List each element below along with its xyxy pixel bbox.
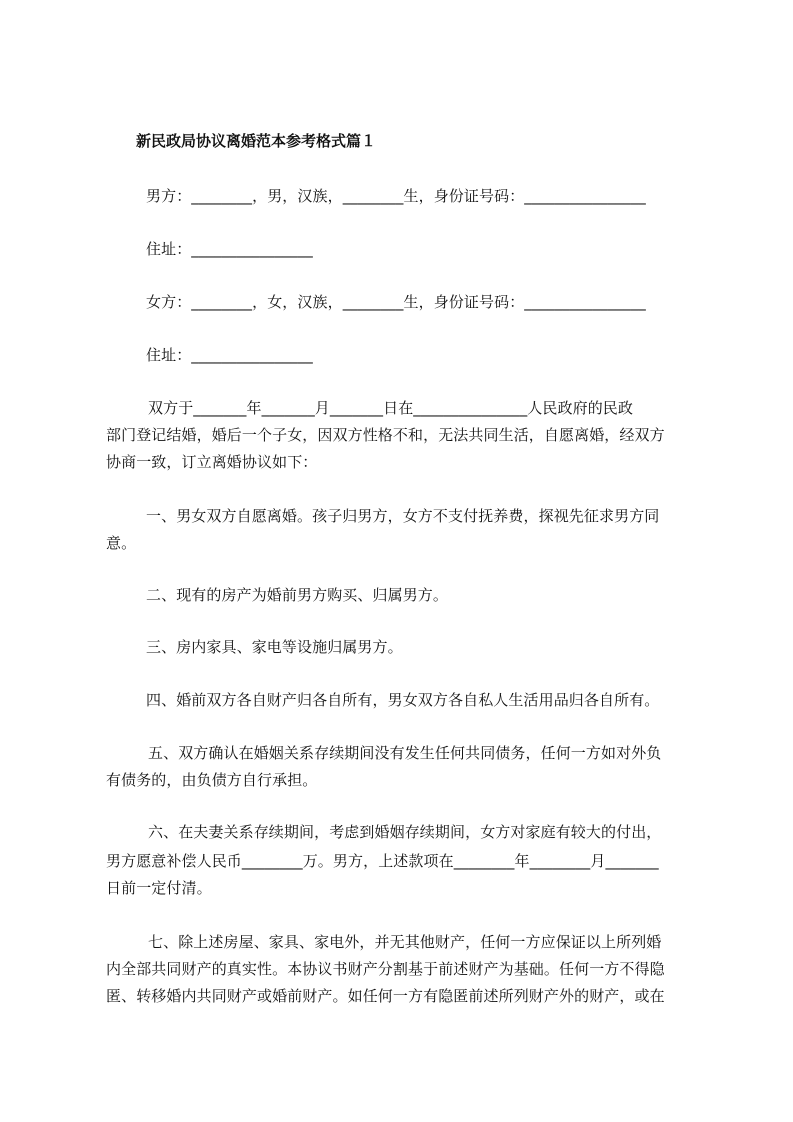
husband-address-line: 住址：________________ bbox=[146, 240, 313, 258]
paragraph-intro-line-1: 双方于_______年_______月_______日在_______________人民政府的民政 bbox=[148, 399, 634, 417]
clause-2-line: 二、现有的房产为婚前男方购买、归属男方。 bbox=[146, 586, 449, 604]
wife-address-line: 住址：________________ bbox=[146, 346, 313, 364]
clause-7-line-2: 内全部共同财产的真实性。本协议书财产分割基于前述财产为基础。任何一方不得隐 bbox=[106, 960, 665, 978]
clause-7-line-1: 七、除上述房屋、家具、家电外，并无其他财产，任何一方应保证以上所列婚 bbox=[148, 933, 662, 951]
clause-5-line-2: 有债务的，由负债方自行承担。 bbox=[106, 771, 318, 789]
paragraph-intro-line-2: 部门登记结婚，婚后一个子女，因双方性格不和，无法共同生活，自愿离婚，经双方 bbox=[106, 426, 665, 444]
wife-info-line: 女方：________，女，汉族，________生，身份证号码：________________ bbox=[146, 293, 646, 311]
clause-6-line-3: 日前一定付清。 bbox=[106, 879, 212, 897]
document-title: 新民政局协议离婚范本参考格式篇１ bbox=[136, 132, 377, 150]
husband-info-line: 男方：________，男，汉族，________生，身份证号码：________________ bbox=[146, 187, 646, 205]
clause-1-line-2: 意。 bbox=[106, 534, 137, 552]
clause-6-line-1: 六、在夫妻关系存续期间，考虑到婚姻存续期间，女方对家庭有较大的付出， bbox=[148, 823, 662, 841]
clause-4-line: 四、婚前双方各自财产归各自所有，男女双方各自私人生活用品归各自所有。 bbox=[146, 691, 660, 709]
clause-3-line: 三、房内家具、家电等设施归属男方。 bbox=[146, 638, 403, 656]
clause-6-line-2: 男方愿意补偿人民币________万。男方，上述款项在________年________月_______ bbox=[106, 852, 659, 870]
clause-5-line-1: 五、双方确认在婚姻关系存续期间没有发生任何共同债务，任何一方如对外负 bbox=[148, 744, 662, 762]
paragraph-intro-line-3: 协商一致，订立离婚协议如下： bbox=[106, 453, 318, 471]
clause-7-line-3: 匿、转移婚内共同财产或婚前财产。如任何一方有隐匿前述所列财产外的财产，或在 bbox=[106, 987, 665, 1005]
clause-1-line-1: 一、男女双方自愿离婚。孩子归男方，女方不支付抚养费，探视先征求男方同 bbox=[146, 507, 660, 525]
